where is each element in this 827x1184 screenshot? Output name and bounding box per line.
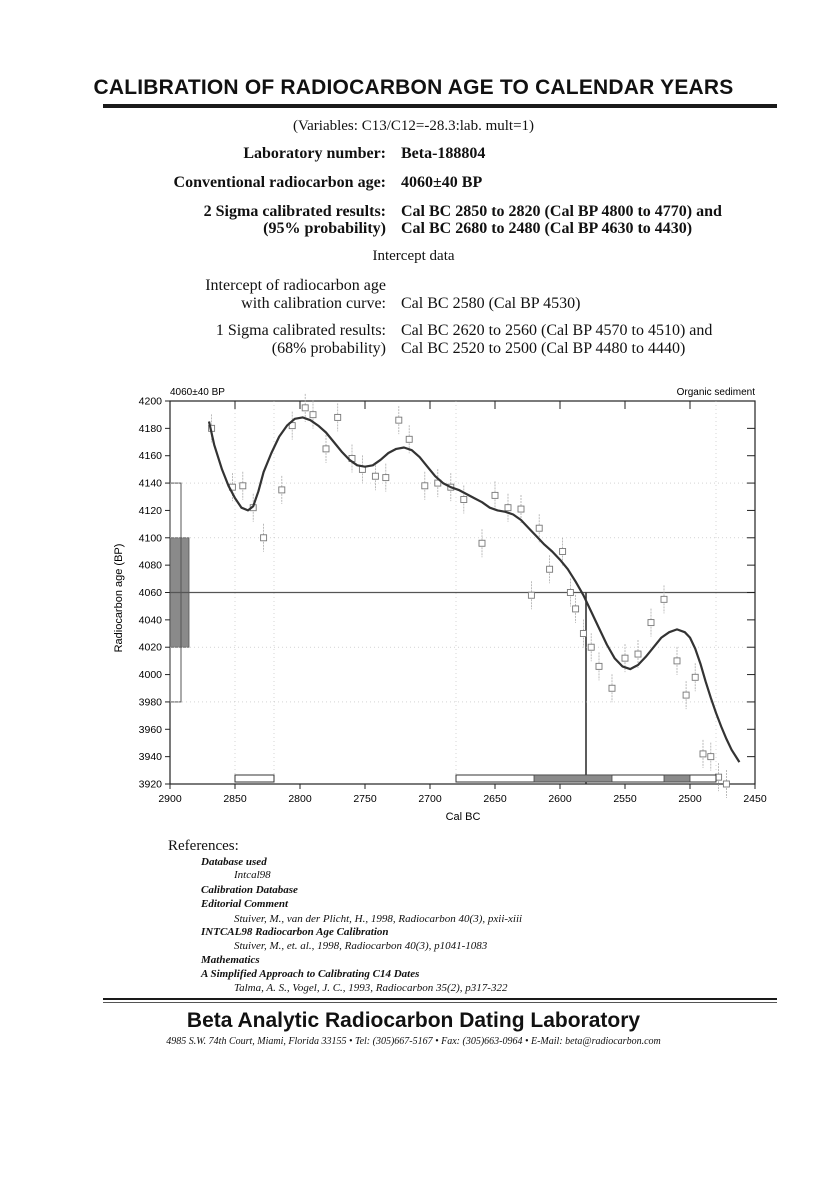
lab-number-label: Laboratory number: <box>243 145 386 162</box>
ref-intcal98-citation: Stuiver, M., et. al., 1998, Radiocarbon 40(3), p1041-1083 <box>234 940 488 952</box>
data-point <box>547 566 553 572</box>
conv-age-value: 4060±40 BP <box>401 174 483 191</box>
intercept-heading: Intercept data <box>372 248 455 264</box>
page-title: CALIBRATION OF RADIOCARBON AGE TO CALENDAR YEARS <box>93 76 734 99</box>
data-point <box>505 505 511 511</box>
intercept-label-1: Intercept of radiocarbon age <box>205 277 386 294</box>
sigma2-value-1: Cal BC 2850 to 2820 (Cal BP 4800 to 4770) and <box>401 203 722 220</box>
data-point <box>588 644 594 650</box>
lab-address: 4985 S.W. 74th Court, Miami, Florida 33155 • Tel: (305)667-5167 • Fax: (305)663-0964 • E-Mail: beta@radiocarbon.com <box>166 1036 661 1047</box>
two-sigma-range-bar <box>235 775 274 782</box>
sigma1-value-2: Cal BC 2520 to 2500 (Cal BP 4480 to 4440) <box>401 340 686 357</box>
y-tick-label: 4020 <box>138 641 162 654</box>
sigma1-value-1: Cal BC 2620 to 2560 (Cal BP 4570 to 4510) and <box>401 322 713 339</box>
lab-number-value: Beta-188804 <box>401 145 486 162</box>
data-point <box>406 436 412 442</box>
x-axis-label: Cal BC <box>445 811 481 823</box>
y-tick-label: 4120 <box>138 504 162 517</box>
data-point <box>310 412 316 418</box>
y-tick-label: 4000 <box>138 669 162 682</box>
data-point <box>635 651 641 657</box>
x-tick-label: 2650 <box>483 793 507 805</box>
data-point <box>323 446 329 452</box>
ref-editorial-comment-citation: Stuiver, M., van der Plicht, H., 1998, Radiocarbon 40(3), pxii-xiii <box>234 913 523 925</box>
data-point <box>492 492 498 498</box>
chart-corner-label-right: Organic sediment <box>676 387 755 398</box>
ref-mathematics-label: Mathematics <box>201 954 260 966</box>
y-axis-label: Radiocarbon age (BP) <box>113 543 125 653</box>
ref-intcal98-label: INTCAL98 Radiocarbon Age Calibration <box>201 926 389 938</box>
x-tick-label: 2600 <box>548 793 572 805</box>
intercept-label-2: with calibration curve: <box>241 295 386 312</box>
ref-calibration-database-label: Calibration Database <box>201 884 298 896</box>
data-point <box>279 487 285 493</box>
chart-corner-label-left: 4060±40 BP <box>170 387 225 398</box>
data-point <box>723 781 729 787</box>
data-point <box>261 535 267 541</box>
ref-database-used-label: Database used <box>201 856 267 868</box>
data-point <box>396 417 402 423</box>
footer-rule-top <box>103 998 777 1000</box>
conv-age-label: Conventional radiocarbon age: <box>173 174 386 191</box>
sigma1-label-1: 1 Sigma calibrated results: <box>215 322 386 339</box>
sigma2-label-2: (95% probability) <box>263 220 386 237</box>
data-point <box>661 596 667 602</box>
data-point <box>622 655 628 661</box>
one-sigma-range-bar <box>534 775 612 782</box>
ref-database-used-value: Intcal98 <box>234 869 271 881</box>
ref-simplified-citation: Talma, A. S., Vogel, J. C., 1993, Radiocarbon 35(2), p317-322 <box>234 982 508 994</box>
x-tick-label: 2450 <box>743 793 767 805</box>
ref-editorial-comment-label: Editorial Comment <box>201 898 289 910</box>
data-point <box>567 590 573 596</box>
y-tick-label: 4100 <box>138 532 162 545</box>
y-tick-label: 4140 <box>138 477 162 490</box>
lab-name: Beta Analytic Radiocarbon Dating Laboratory <box>186 1009 641 1032</box>
x-tick-label: 2800 <box>288 793 312 805</box>
data-point <box>240 483 246 489</box>
y-tick-label: 3980 <box>138 696 162 709</box>
sigma2-label-1: 2 Sigma calibrated results: <box>203 203 386 220</box>
x-tick-label: 2500 <box>678 793 702 805</box>
data-point <box>335 414 341 420</box>
data-point <box>518 506 524 512</box>
x-tick-label: 2850 <box>223 793 247 805</box>
y-tick-label: 3960 <box>138 723 162 736</box>
sigma2-value-2: Cal BC 2680 to 2480 (Cal BP 4630 to 4430) <box>401 220 693 237</box>
x-tick-label: 2900 <box>158 793 182 805</box>
data-point <box>609 685 615 691</box>
data-point <box>648 620 654 626</box>
x-tick-label: 2750 <box>353 793 377 805</box>
data-point <box>708 754 714 760</box>
sigma1-label-2: (68% probability) <box>271 340 386 357</box>
y-tick-label: 4060 <box>138 587 162 599</box>
one-sigma-range-bar <box>664 775 690 782</box>
variables-line: (Variables: C13/C12=-28.3:lab. mult=1) <box>292 118 535 134</box>
data-point <box>580 631 586 637</box>
data-point <box>692 674 698 680</box>
data-point <box>560 548 566 554</box>
references-heading: References: <box>168 838 239 854</box>
calibration-curve <box>209 417 739 762</box>
data-point <box>479 540 485 546</box>
data-point <box>573 606 579 612</box>
data-point <box>422 483 428 489</box>
y-tick-label: 4080 <box>138 559 162 572</box>
ref-simplified-label: A Simplified Approach to Calibrating C14 Dates <box>201 968 420 980</box>
data-point <box>674 658 680 664</box>
y-tick-label: 4200 <box>138 395 162 408</box>
y-tick-label: 4180 <box>138 422 162 435</box>
data-point <box>700 751 706 757</box>
y-tick-label: 4040 <box>138 614 162 627</box>
data-point <box>383 475 389 481</box>
x-tick-label: 2700 <box>418 793 442 805</box>
data-point <box>536 525 542 531</box>
data-point <box>683 692 689 698</box>
y-tick-label: 3940 <box>138 751 162 764</box>
data-point <box>596 663 602 669</box>
data-point <box>302 405 308 411</box>
y-tick-label: 4160 <box>138 450 162 463</box>
data-point <box>528 592 534 598</box>
data-point <box>372 473 378 479</box>
x-tick-label: 2550 <box>613 793 637 805</box>
footer-rule-bottom <box>103 1002 777 1003</box>
data-point <box>461 496 467 502</box>
intercept-value: Cal BC 2580 (Cal BP 4530) <box>401 295 581 312</box>
y-tick-label: 3920 <box>138 778 162 791</box>
